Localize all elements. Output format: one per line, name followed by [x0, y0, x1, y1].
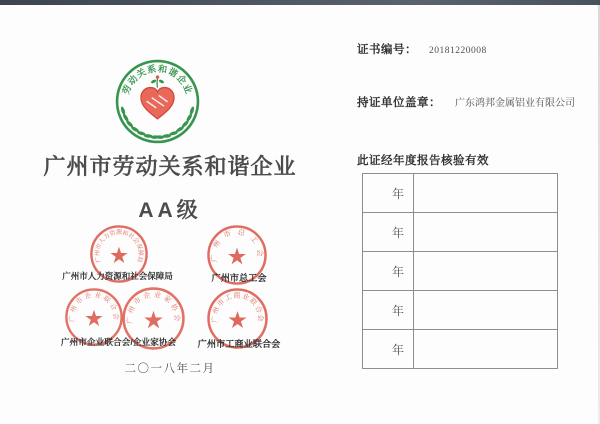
seal-entrepreneurs-association-text: 广州市企业家协会 — [125, 290, 182, 325]
certificate-grade: AA级 — [138, 199, 202, 222]
emblem-svg — [114, 58, 201, 145]
seal-star-icon — [110, 247, 127, 263]
year-cell: 年 — [363, 330, 414, 368]
table-row — [363, 174, 557, 213]
year-cell: 年 — [363, 213, 414, 251]
table-row — [363, 213, 557, 252]
holder-company-name: 广东鸿邦金属铝业有限公司 — [455, 98, 575, 109]
seal-industry-commerce-text: 广州市工商业联合会 — [211, 292, 264, 323]
certificate-number-label: 证书编号： — [357, 44, 417, 56]
verification-blank-cell — [414, 291, 557, 329]
verification-blank-cell — [414, 252, 557, 290]
seal-star-icon — [144, 311, 163, 329]
table-row — [363, 330, 557, 368]
year-cell: 年 — [363, 252, 414, 290]
certificate-title: 广州市劳动关系和谐企业 — [43, 154, 297, 179]
stamp-label-enterprise-federation: 广州市企业联合会/企业家协会 — [60, 337, 177, 347]
seal-hr-bureau-text: 广州市人力资源和社会保障局 — [95, 230, 143, 263]
harmonious-enterprise-emblem-icon — [114, 58, 201, 145]
verification-blank-cell — [414, 213, 557, 251]
verification-table-caption: 此证经年度报告核验有效 — [357, 155, 489, 167]
stamp-label-industry-commerce: 广州市工商业联合会 — [197, 339, 281, 349]
verification-blank-cell — [414, 330, 557, 368]
annual-verification-table — [362, 173, 558, 369]
table-row — [363, 252, 557, 291]
seal-trade-union-text: 广州市总工会 — [209, 226, 265, 263]
certificate-number-value: 20181220008 — [429, 46, 487, 56]
verification-blank-cell — [414, 174, 557, 212]
stamp-label-trade-union: 广州市总工会 — [211, 273, 267, 283]
seal-enterprise-federation-text: 广州市企业联合会 — [69, 291, 119, 323]
certificate-number-row — [357, 41, 487, 57]
table-row — [363, 291, 557, 330]
year-cell: 年 — [363, 174, 414, 212]
title-block — [25, 150, 315, 224]
certificate-right-page — [330, 0, 600, 424]
issue-date: 二〇一八年二月 — [124, 363, 216, 375]
seal-star-icon — [228, 311, 246, 328]
seal-star-icon — [85, 310, 102, 326]
seal-star-icon — [228, 248, 246, 265]
emblem-ring-text: 劳动关系和谐企业 — [120, 63, 195, 96]
holder-stamp-row — [357, 94, 575, 110]
stamp-label-hr-bureau: 广州市人力资源和社会保障局 — [62, 271, 173, 281]
year-cell: 年 — [363, 291, 414, 329]
holder-stamp-label: 持证单位盖章： — [357, 97, 441, 109]
